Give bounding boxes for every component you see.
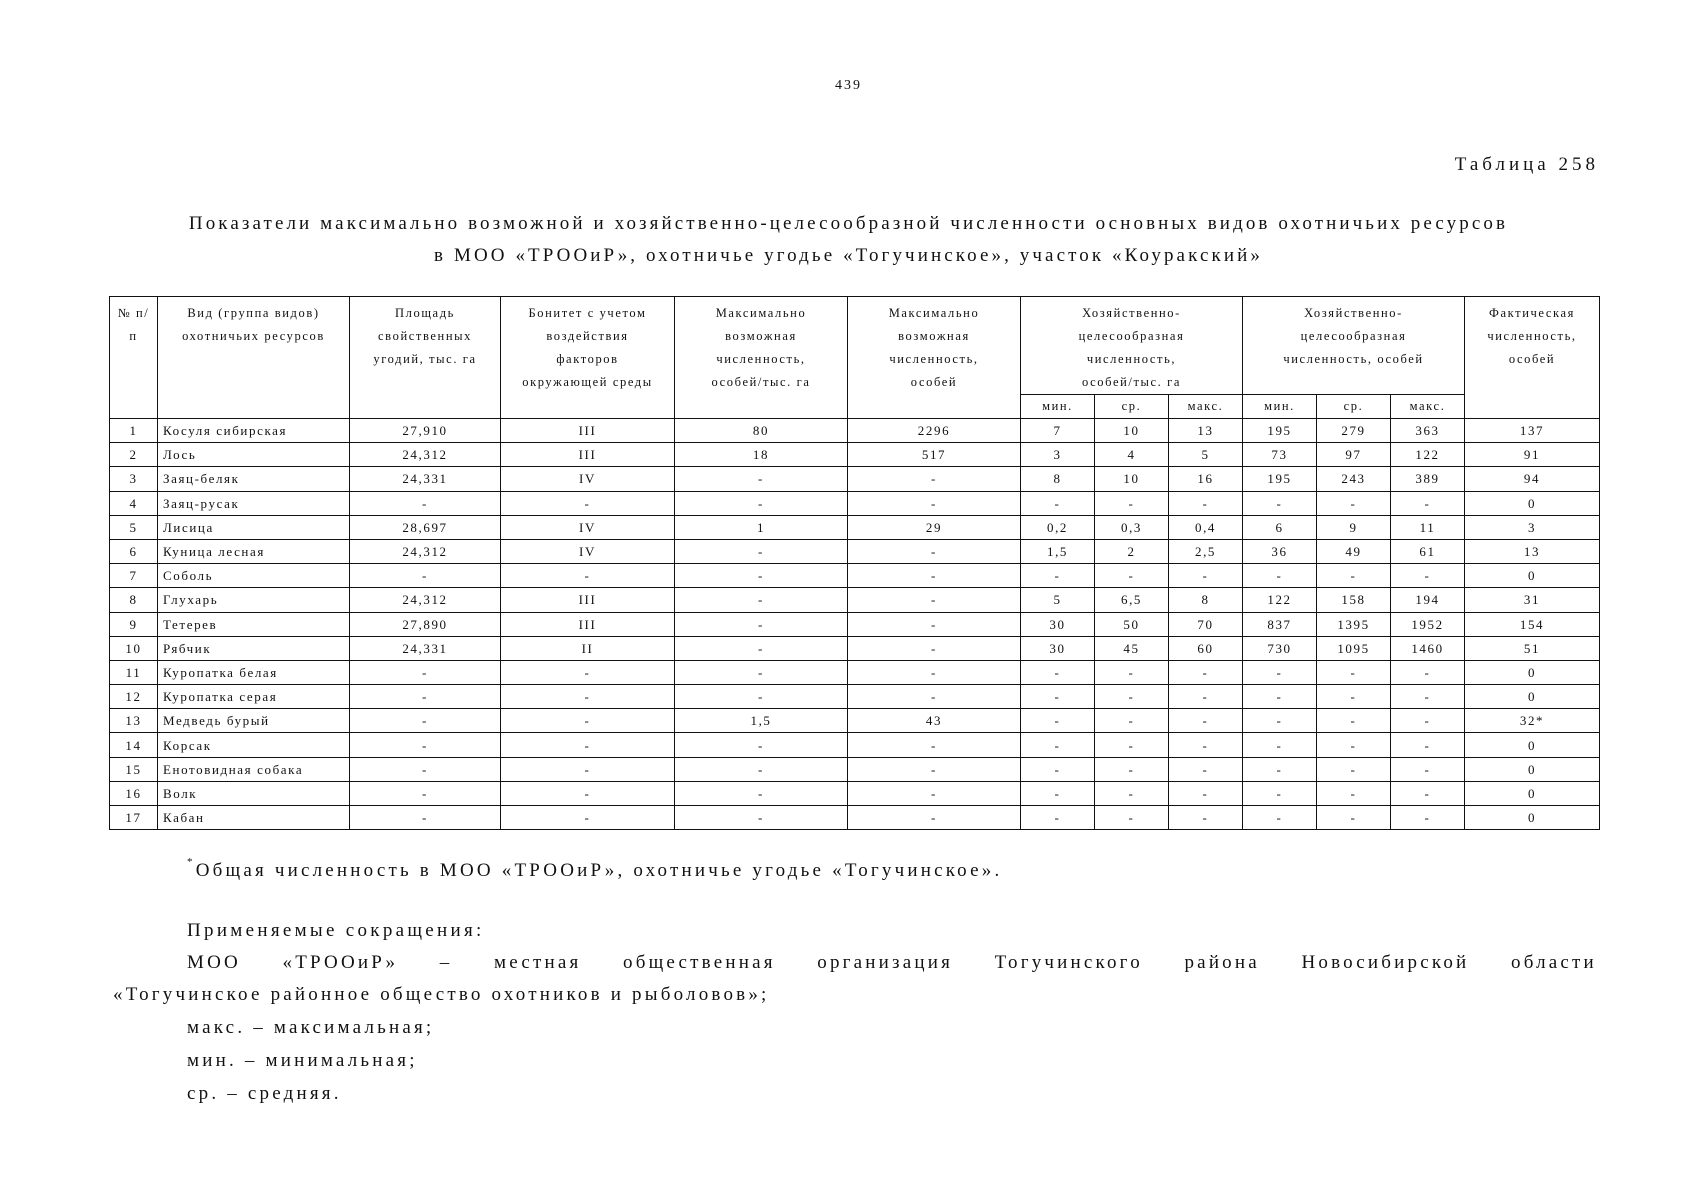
footnote — [187, 856, 1003, 882]
cell-d-max: - — [1169, 806, 1243, 830]
cell-mxc: - — [848, 757, 1021, 781]
cell-area: 24,331 — [350, 467, 501, 491]
cell-n: 6 — [110, 539, 158, 563]
cell-fact: 0 — [1465, 660, 1600, 684]
cell-d-avg: 6,5 — [1095, 588, 1169, 612]
cell-fact: 31 — [1465, 588, 1600, 612]
cell-area: 27,910 — [350, 419, 501, 443]
table-title-line-2: в МОО «ТРООиР», охотничье угодье «Тогучинское», участок «Коуракский» — [434, 245, 1263, 266]
cell-d-avg: - — [1095, 757, 1169, 781]
table-row — [110, 733, 1600, 757]
table-row — [110, 419, 1600, 443]
cell-d-min: 1,5 — [1021, 539, 1095, 563]
cell-c-avg: - — [1317, 660, 1391, 684]
cell-d-avg: - — [1095, 491, 1169, 515]
cell-bon: IV — [501, 539, 675, 563]
cell-c-min: - — [1243, 660, 1317, 684]
cell-c-min: - — [1243, 757, 1317, 781]
header-row-main — [110, 297, 1600, 395]
cell-area: - — [350, 564, 501, 588]
footnote-mark: * — [187, 856, 196, 868]
cell-bon: - — [501, 709, 675, 733]
cell-bon: II — [501, 636, 675, 660]
cell-n: 11 — [110, 660, 158, 684]
cell-d-min: - — [1021, 733, 1095, 757]
cell-area: 24,312 — [350, 539, 501, 563]
cell-mxd: - — [675, 467, 848, 491]
cell-mxc: - — [848, 660, 1021, 684]
header-density-max: макс. — [1169, 395, 1243, 419]
cell-n: 2 — [110, 443, 158, 467]
cell-c-min: 195 — [1243, 419, 1317, 443]
moo-word: – — [439, 952, 453, 973]
cell-bon: - — [501, 491, 675, 515]
cell-n: 5 — [110, 515, 158, 539]
header-econ-density: Хозяйственно-целесообразная численность, особей/тыс. га — [1021, 297, 1243, 395]
cell-area: - — [350, 491, 501, 515]
footnote-text: Общая численность в МОО «ТРООиР», охотничье угодье «Тогучинское». — [195, 860, 1003, 881]
cell-c-avg: - — [1317, 491, 1391, 515]
cell-d-max: 5 — [1169, 443, 1243, 467]
header-econ-count: Хозяйственно-целесообразная численность, особей — [1243, 297, 1465, 395]
cell-d-avg: 2 — [1095, 539, 1169, 563]
cell-fact: 0 — [1465, 806, 1600, 830]
cell-mxd: - — [675, 757, 848, 781]
cell-bon: - — [501, 564, 675, 588]
header-max-density: Максимально возможная численность, особей/тыс. га — [675, 297, 848, 419]
table-label: Таблица 258 — [1454, 154, 1599, 175]
cell-d-avg: - — [1095, 660, 1169, 684]
cell-c-avg: 1395 — [1317, 612, 1391, 636]
page-number: 439 — [835, 78, 862, 93]
cell-n: 4 — [110, 491, 158, 515]
cell-name: Кабан — [158, 806, 350, 830]
cell-bon: - — [501, 685, 675, 709]
moo-word: Новосибирской — [1301, 952, 1470, 973]
cell-c-avg: 1095 — [1317, 636, 1391, 660]
cell-c-avg: - — [1317, 781, 1391, 805]
cell-mxc: - — [848, 564, 1021, 588]
cell-mxc: 43 — [848, 709, 1021, 733]
moo-word: общественная — [623, 952, 776, 973]
cell-c-avg: - — [1317, 806, 1391, 830]
cell-c-max: 11 — [1391, 515, 1465, 539]
header-count-min: мин. — [1243, 395, 1317, 419]
cell-bon: IV — [501, 515, 675, 539]
cell-c-min: 195 — [1243, 467, 1317, 491]
cell-n: 7 — [110, 564, 158, 588]
cell-d-avg: - — [1095, 806, 1169, 830]
cell-mxc: - — [848, 806, 1021, 830]
cell-c-max: - — [1391, 564, 1465, 588]
cell-fact: 94 — [1465, 467, 1600, 491]
cell-c-avg: 243 — [1317, 467, 1391, 491]
table-row — [110, 685, 1600, 709]
cell-c-max: - — [1391, 757, 1465, 781]
cell-c-avg: 279 — [1317, 419, 1391, 443]
cell-bon: - — [501, 806, 675, 830]
table-row — [110, 709, 1600, 733]
table-title-line-1: Показатели максимально возможной и хозяйственно-целесообразной численности основных видов охотничьих ресурсов — [188, 213, 1509, 234]
cell-fact: 3 — [1465, 515, 1600, 539]
cell-c-max: 389 — [1391, 467, 1465, 491]
cell-c-avg: - — [1317, 709, 1391, 733]
cell-c-avg: 9 — [1317, 515, 1391, 539]
cell-d-min: 3 — [1021, 443, 1095, 467]
cell-d-avg: 10 — [1095, 419, 1169, 443]
cell-mxc: 517 — [848, 443, 1021, 467]
cell-c-avg: - — [1317, 685, 1391, 709]
cell-n: 16 — [110, 781, 158, 805]
cell-c-avg: - — [1317, 564, 1391, 588]
header-density-avg: ср. — [1095, 395, 1169, 419]
cell-mxd: - — [675, 733, 848, 757]
cell-mxc: 29 — [848, 515, 1021, 539]
table-row — [110, 781, 1600, 805]
header-count-avg: ср. — [1317, 395, 1391, 419]
cell-area: - — [350, 781, 501, 805]
header-num: № п/п — [110, 297, 158, 419]
cell-fact: 0 — [1465, 757, 1600, 781]
cell-n: 12 — [110, 685, 158, 709]
cell-d-min: - — [1021, 660, 1095, 684]
cell-d-max: 2,5 — [1169, 539, 1243, 563]
cell-d-max: - — [1169, 491, 1243, 515]
cell-fact: 0 — [1465, 491, 1600, 515]
table-row — [110, 612, 1600, 636]
cell-fact: 154 — [1465, 612, 1600, 636]
cell-c-min: - — [1243, 806, 1317, 830]
cell-d-min: - — [1021, 685, 1095, 709]
cell-d-max: - — [1169, 564, 1243, 588]
table-row — [110, 636, 1600, 660]
cell-c-min: 122 — [1243, 588, 1317, 612]
cell-n: 14 — [110, 733, 158, 757]
cell-mxd: - — [675, 491, 848, 515]
cell-mxd: - — [675, 612, 848, 636]
table-title — [100, 208, 1597, 272]
cell-d-max: 16 — [1169, 467, 1243, 491]
cell-c-min: - — [1243, 733, 1317, 757]
cell-mxd: - — [675, 636, 848, 660]
abbreviation-moo-line-1 — [187, 952, 1597, 974]
cell-c-max: - — [1391, 806, 1465, 830]
header-area: Площадь свойственных угодий, тыс. га — [350, 297, 501, 419]
header-bonitet: Бонитет с учетом воздействия факторов окружающей среды — [501, 297, 675, 419]
cell-c-max: 122 — [1391, 443, 1465, 467]
cell-d-max: 8 — [1169, 588, 1243, 612]
cell-c-avg: 97 — [1317, 443, 1391, 467]
cell-c-min: 6 — [1243, 515, 1317, 539]
cell-c-max: 363 — [1391, 419, 1465, 443]
cell-mxc: - — [848, 733, 1021, 757]
cell-d-avg: - — [1095, 709, 1169, 733]
cell-d-max: - — [1169, 757, 1243, 781]
cell-d-min: - — [1021, 709, 1095, 733]
cell-d-max: - — [1169, 781, 1243, 805]
moo-word: района — [1184, 952, 1260, 973]
cell-name: Заяц-русак — [158, 491, 350, 515]
cell-area: 24,312 — [350, 443, 501, 467]
cell-name: Куропатка серая — [158, 685, 350, 709]
cell-mxc: - — [848, 467, 1021, 491]
cell-n: 1 — [110, 419, 158, 443]
cell-c-min: 36 — [1243, 539, 1317, 563]
cell-c-min: 73 — [1243, 443, 1317, 467]
cell-name: Тетерев — [158, 612, 350, 636]
cell-d-min: 30 — [1021, 636, 1095, 660]
cell-d-avg: 50 — [1095, 612, 1169, 636]
cell-fact: 0 — [1465, 781, 1600, 805]
cell-n: 9 — [110, 612, 158, 636]
cell-mxd: - — [675, 781, 848, 805]
cell-name: Соболь — [158, 564, 350, 588]
cell-n: 15 — [110, 757, 158, 781]
cell-d-min: - — [1021, 781, 1095, 805]
table-row — [110, 491, 1600, 515]
cell-d-avg: - — [1095, 781, 1169, 805]
cell-bon: - — [501, 757, 675, 781]
cell-c-max: - — [1391, 733, 1465, 757]
moo-word: местная — [494, 952, 582, 973]
cell-d-min: - — [1021, 806, 1095, 830]
cell-area: 28,697 — [350, 515, 501, 539]
cell-fact: 0 — [1465, 685, 1600, 709]
cell-mxd: 80 — [675, 419, 848, 443]
cell-d-avg: - — [1095, 564, 1169, 588]
cell-area: - — [350, 685, 501, 709]
cell-mxc: 2296 — [848, 419, 1021, 443]
table-row — [110, 539, 1600, 563]
cell-mxc: - — [848, 539, 1021, 563]
moo-word: организация — [817, 952, 954, 973]
cell-name: Корсак — [158, 733, 350, 757]
cell-c-max: - — [1391, 491, 1465, 515]
cell-d-max: - — [1169, 685, 1243, 709]
cell-mxc: - — [848, 636, 1021, 660]
cell-fact: 51 — [1465, 636, 1600, 660]
cell-area: 24,331 — [350, 636, 501, 660]
cell-area: 27,890 — [350, 612, 501, 636]
moo-word: Тогучинского — [994, 952, 1143, 973]
cell-d-avg: 0,3 — [1095, 515, 1169, 539]
table-row — [110, 443, 1600, 467]
cell-d-max: 0,4 — [1169, 515, 1243, 539]
cell-bon: IV — [501, 467, 675, 491]
cell-name: Лось — [158, 443, 350, 467]
population-table — [109, 296, 1600, 830]
cell-mxd: 1 — [675, 515, 848, 539]
cell-mxc: - — [848, 685, 1021, 709]
cell-c-avg: 158 — [1317, 588, 1391, 612]
cell-c-avg: - — [1317, 733, 1391, 757]
cell-area: - — [350, 806, 501, 830]
table-row — [110, 467, 1600, 491]
cell-area: - — [350, 660, 501, 684]
cell-name: Заяц-беляк — [158, 467, 350, 491]
cell-mxd: - — [675, 588, 848, 612]
cell-c-max: - — [1391, 660, 1465, 684]
cell-bon: - — [501, 660, 675, 684]
cell-d-avg: 4 — [1095, 443, 1169, 467]
cell-n: 13 — [110, 709, 158, 733]
cell-area: - — [350, 733, 501, 757]
cell-c-min: 837 — [1243, 612, 1317, 636]
cell-c-min: - — [1243, 491, 1317, 515]
cell-d-min: - — [1021, 491, 1095, 515]
cell-d-max: 60 — [1169, 636, 1243, 660]
cell-c-max: 61 — [1391, 539, 1465, 563]
cell-d-min: 7 — [1021, 419, 1095, 443]
cell-c-min: - — [1243, 709, 1317, 733]
cell-bon: - — [501, 781, 675, 805]
moo-word: области — [1511, 952, 1597, 973]
cell-name: Куница лесная — [158, 539, 350, 563]
cell-d-avg: - — [1095, 685, 1169, 709]
cell-c-min: 730 — [1243, 636, 1317, 660]
cell-d-avg: - — [1095, 733, 1169, 757]
cell-bon: III — [501, 588, 675, 612]
cell-d-min: 0,2 — [1021, 515, 1095, 539]
table-row — [110, 564, 1600, 588]
cell-mxd: - — [675, 660, 848, 684]
cell-area: 24,312 — [350, 588, 501, 612]
header-count-max: макс. — [1391, 395, 1465, 419]
cell-mxd: - — [675, 685, 848, 709]
table-header — [110, 297, 1600, 419]
cell-name: Рябчик — [158, 636, 350, 660]
cell-area: - — [350, 757, 501, 781]
cell-fact: 137 — [1465, 419, 1600, 443]
abbreviations-title: Применяемые сокращения: — [187, 920, 485, 941]
table-row — [110, 660, 1600, 684]
cell-c-avg: 49 — [1317, 539, 1391, 563]
cell-fact: 91 — [1465, 443, 1600, 467]
cell-c-max: 1952 — [1391, 612, 1465, 636]
cell-name: Енотовидная собака — [158, 757, 350, 781]
cell-d-max: - — [1169, 733, 1243, 757]
cell-c-max: - — [1391, 781, 1465, 805]
cell-fact: 13 — [1465, 539, 1600, 563]
cell-n: 8 — [110, 588, 158, 612]
cell-mxd: 18 — [675, 443, 848, 467]
cell-bon: III — [501, 419, 675, 443]
abbreviation-min: мин. – минимальная; — [187, 1050, 418, 1071]
cell-c-min: - — [1243, 781, 1317, 805]
cell-c-max: - — [1391, 685, 1465, 709]
table-row — [110, 806, 1600, 830]
cell-fact: 0 — [1465, 733, 1600, 757]
table-body — [110, 419, 1600, 830]
cell-mxd: 1,5 — [675, 709, 848, 733]
cell-c-max: 1460 — [1391, 636, 1465, 660]
cell-name: Медведь бурый — [158, 709, 350, 733]
cell-name: Лисица — [158, 515, 350, 539]
cell-mxc: - — [848, 491, 1021, 515]
cell-c-max: - — [1391, 709, 1465, 733]
cell-name: Глухарь — [158, 588, 350, 612]
cell-d-max: - — [1169, 709, 1243, 733]
cell-name: Куропатка белая — [158, 660, 350, 684]
cell-fact: 32* — [1465, 709, 1600, 733]
header-actual: Фактическая численность, особей — [1465, 297, 1600, 419]
header-density-min: мин. — [1021, 395, 1095, 419]
cell-mxc: - — [848, 612, 1021, 636]
abbreviation-moo-line-2: «Тогучинское районное общество охотников и рыболовов»; — [113, 984, 770, 1005]
cell-mxd: - — [675, 806, 848, 830]
table-row — [110, 515, 1600, 539]
cell-d-min: 8 — [1021, 467, 1095, 491]
abbreviation-avg: ср. – средняя. — [187, 1083, 342, 1104]
cell-mxd: - — [675, 564, 848, 588]
header-species: Вид (группа видов) охотничьих ресурсов — [158, 297, 350, 419]
cell-bon: - — [501, 733, 675, 757]
cell-d-min: - — [1021, 564, 1095, 588]
cell-mxc: - — [848, 588, 1021, 612]
cell-c-max: 194 — [1391, 588, 1465, 612]
header-max-count: Максимально возможная численность, особей — [848, 297, 1021, 419]
abbreviation-max: макс. – максимальная; — [187, 1017, 435, 1038]
moo-word: МОО — [187, 952, 241, 973]
cell-fact: 0 — [1465, 564, 1600, 588]
table-row — [110, 757, 1600, 781]
cell-n: 3 — [110, 467, 158, 491]
cell-d-min: 30 — [1021, 612, 1095, 636]
cell-d-max: 13 — [1169, 419, 1243, 443]
cell-bon: III — [501, 612, 675, 636]
cell-mxc: - — [848, 781, 1021, 805]
moo-word: «ТРООиР» — [282, 952, 399, 973]
cell-name: Косуля сибирская — [158, 419, 350, 443]
cell-n: 17 — [110, 806, 158, 830]
cell-c-avg: - — [1317, 757, 1391, 781]
cell-name: Волк — [158, 781, 350, 805]
cell-d-avg: 45 — [1095, 636, 1169, 660]
cell-c-min: - — [1243, 564, 1317, 588]
cell-d-max: - — [1169, 660, 1243, 684]
cell-n: 10 — [110, 636, 158, 660]
cell-d-min: - — [1021, 757, 1095, 781]
cell-d-avg: 10 — [1095, 467, 1169, 491]
cell-area: - — [350, 709, 501, 733]
cell-c-min: - — [1243, 685, 1317, 709]
cell-d-max: 70 — [1169, 612, 1243, 636]
cell-bon: III — [501, 443, 675, 467]
table-row — [110, 588, 1600, 612]
cell-mxd: - — [675, 539, 848, 563]
cell-d-min: 5 — [1021, 588, 1095, 612]
